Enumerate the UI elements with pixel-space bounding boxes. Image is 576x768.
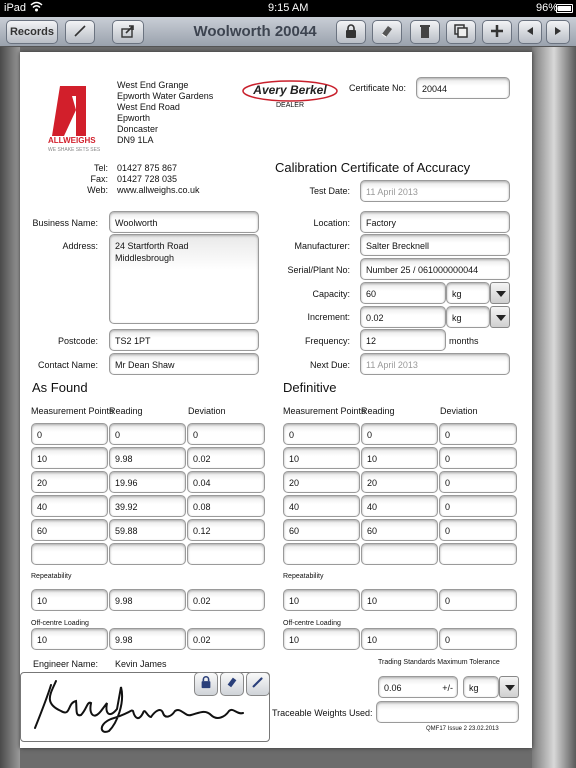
measurement-cell[interactable]: 60 — [361, 519, 438, 541]
document-title: Woolworth 20044 — [193, 23, 317, 40]
tolerance-value: 0.06 — [384, 683, 402, 693]
company-address-line: DN9 1LA — [117, 135, 154, 145]
repeatability-label: Repeatability — [283, 573, 324, 580]
increment-field[interactable]: 0.02 — [360, 306, 446, 328]
lock-button[interactable] — [336, 20, 366, 44]
web-value: www.allweighs.co.uk — [117, 185, 200, 195]
status-bar — [0, 0, 576, 17]
offcentre-cell[interactable]: 10 — [361, 628, 438, 650]
business-name-label: Business Name: — [32, 218, 98, 228]
manufacturer-label: Manufacturer: — [294, 241, 350, 251]
pen-line-icon — [72, 23, 88, 42]
measurement-cell[interactable]: 10 — [283, 447, 360, 469]
certificate-no-field[interactable]: 20044 — [416, 77, 510, 99]
measurement-cell[interactable]: 10 — [361, 447, 438, 469]
contact-name-field[interactable]: Mr Dean Shaw — [109, 353, 259, 375]
copy-icon — [453, 23, 469, 42]
increment-label: Increment: — [307, 312, 350, 322]
edit-button[interactable] — [65, 20, 95, 44]
capacity-label: Capacity: — [312, 289, 350, 299]
next-due-field[interactable]: 11 April 2013 — [360, 353, 510, 375]
certificate-title: Calibration Certificate of Accuracy — [275, 160, 471, 175]
measurement-cell[interactable] — [109, 543, 186, 565]
measurement-cell[interactable]: 0 — [439, 423, 517, 445]
battery-percent: 96% — [536, 2, 559, 14]
increment-unit-select[interactable]: kg — [446, 306, 490, 328]
lock-icon — [199, 675, 213, 694]
offcentre-cell[interactable]: 10 — [283, 628, 360, 650]
manufacturer-field[interactable]: Salter Brecknell — [360, 234, 510, 256]
tolerance-unit-select[interactable]: kg — [463, 676, 499, 698]
export-icon — [120, 23, 136, 42]
logo-text: ALLWEIGHS — [48, 136, 96, 145]
dealer-brand: Avery Berkel — [253, 83, 327, 97]
tolerance-unit-dropdown-arrow[interactable] — [499, 676, 519, 698]
eraser-button[interactable] — [372, 20, 402, 44]
serial-label: Serial/Plant No: — [287, 265, 350, 275]
tolerance-value-field[interactable] — [378, 676, 458, 698]
measurement-cell[interactable]: 40 — [283, 495, 360, 517]
measurement-cell[interactable]: 0 — [31, 423, 108, 445]
measurement-cell[interactable]: 10 — [31, 447, 108, 469]
measurement-cell[interactable]: 0 — [361, 423, 438, 445]
measurement-cell[interactable] — [187, 543, 265, 565]
plus-icon — [489, 23, 505, 42]
tel-value: 01427 875 867 — [117, 163, 178, 173]
traceable-weights-field[interactable] — [376, 701, 519, 723]
next-button[interactable] — [546, 20, 570, 44]
column-header: Reading — [361, 406, 395, 416]
toolbar — [0, 17, 576, 47]
repeatability-cell[interactable]: 9.98 — [109, 589, 186, 611]
records-button[interactable]: Records — [6, 20, 58, 44]
allweighs-logo — [44, 86, 104, 158]
company-address-line: Doncaster — [117, 124, 159, 134]
measurement-cell[interactable]: 0 — [439, 519, 517, 541]
capacity-field[interactable]: 60 — [360, 282, 446, 304]
duplicate-button[interactable] — [446, 20, 476, 44]
frequency-label: Frequency: — [304, 336, 350, 346]
company-address-line: Epworth Water Gardens — [117, 91, 214, 101]
location-field[interactable]: Factory — [360, 211, 510, 233]
measurement-cell[interactable]: 9.98 — [109, 447, 186, 469]
column-header: Reading — [109, 406, 143, 416]
traceable-weights-label: Traceable Weights Used: — [272, 708, 373, 718]
column-header: Deviation — [440, 406, 478, 416]
measurement-cell[interactable]: 40 — [361, 495, 438, 517]
address-line: Middlesbrough — [115, 253, 175, 263]
measurement-cell[interactable]: 60 — [283, 519, 360, 541]
fax-label: Fax: — [90, 174, 108, 184]
fax-value: 01427 728 035 — [117, 174, 178, 184]
engineer-name-value[interactable]: Kevin James — [115, 659, 167, 669]
measurement-cell[interactable]: 0.04 — [187, 471, 265, 493]
measurement-cell[interactable]: 40 — [31, 495, 108, 517]
offcentre-cell[interactable]: 10 — [31, 628, 108, 650]
capacity-unit-select[interactable]: kg — [446, 282, 490, 304]
measurement-cell[interactable] — [361, 543, 438, 565]
eraser-icon — [225, 675, 239, 694]
offcentre-label: Off-centre Loading — [283, 620, 341, 627]
measurement-cell[interactable]: 0 — [439, 447, 517, 469]
measurement-cell[interactable]: 0.08 — [187, 495, 265, 517]
add-button[interactable] — [482, 20, 512, 44]
engineer-name-label: Engineer Name: — [32, 659, 98, 669]
test-date-label: Test Date: — [309, 186, 350, 196]
postcode-field[interactable]: TS2 1PT — [109, 329, 259, 351]
triangle-right-icon — [550, 23, 566, 42]
measurement-cell[interactable]: 19.96 — [109, 471, 186, 493]
company-address-line: West End Road — [117, 102, 180, 112]
offcentre-cell[interactable]: 9.98 — [109, 628, 186, 650]
company-address-line: Epworth — [117, 113, 151, 123]
column-header: Measurement Points — [31, 406, 114, 416]
frequency-field[interactable]: 12 — [360, 329, 446, 351]
lock-icon — [343, 23, 359, 42]
form-issue: QMF17 Issue 2 23.02.2013 — [426, 726, 499, 732]
as-found-title: As Found — [32, 380, 88, 395]
measurement-cell[interactable]: 20 — [283, 471, 360, 493]
delete-button[interactable] — [410, 20, 440, 44]
wifi-icon — [30, 1, 43, 15]
tel-label: Tel: — [93, 163, 108, 173]
measurement-cell[interactable]: 20 — [31, 471, 108, 493]
measurement-cell[interactable]: 0 — [283, 423, 360, 445]
definitive-title: Definitive — [283, 380, 337, 395]
measurement-cell[interactable]: 0 — [439, 495, 517, 517]
contact-name-label: Contact Name: — [37, 360, 98, 370]
measurement-cell[interactable] — [31, 543, 108, 565]
postcode-label: Postcode: — [57, 336, 98, 346]
eraser-icon — [379, 23, 395, 42]
signature-pen-button[interactable] — [246, 672, 270, 696]
repeatability-cell[interactable]: 0.02 — [187, 589, 265, 611]
measurement-cell[interactable]: 39.92 — [109, 495, 186, 517]
address-label: Address: — [62, 241, 98, 251]
offcentre-cell[interactable]: 0.02 — [187, 628, 265, 650]
plus-minus: +/- — [442, 683, 453, 693]
background-right — [532, 47, 576, 768]
repeatability-cell[interactable]: 10 — [361, 589, 438, 611]
measurement-cell[interactable]: 60 — [31, 519, 108, 541]
web-label: Web: — [87, 185, 108, 195]
repeatability-cell[interactable]: 0 — [439, 589, 517, 611]
previous-button[interactable] — [518, 20, 542, 44]
logo-tagline: WE SHAKE SETS SES — [48, 147, 101, 153]
company-address-line: West End Grange — [117, 80, 189, 90]
measurement-cell[interactable]: 0.12 — [187, 519, 265, 541]
measurement-cell[interactable]: 59.88 — [109, 519, 186, 541]
offcentre-cell[interactable]: 0 — [439, 628, 517, 650]
pen-icon — [251, 675, 265, 694]
column-header: Deviation — [188, 406, 226, 416]
signature-eraser-button[interactable] — [220, 672, 244, 696]
serial-field[interactable]: Number 25 / 061000000044 — [360, 258, 510, 280]
measurement-cell[interactable]: 0 — [187, 423, 265, 445]
background-left — [0, 47, 20, 768]
location-label: Location: — [313, 218, 350, 228]
certificate-no-label: Certificate No: — [348, 83, 406, 93]
test-date-field[interactable]: 11 April 2013 — [360, 180, 510, 202]
repeatability-cell[interactable]: 10 — [283, 589, 360, 611]
measurement-cell[interactable]: 0.02 — [187, 447, 265, 469]
increment-unit-dropdown-arrow[interactable] — [490, 306, 510, 328]
offcentre-label: Off-centre Loading — [31, 620, 89, 627]
signature-lock-button[interactable] — [194, 672, 218, 696]
battery-icon — [556, 4, 573, 13]
export-button[interactable] — [112, 20, 144, 44]
repeatability-cell[interactable]: 10 — [31, 589, 108, 611]
measurement-cell[interactable]: 0 — [439, 471, 517, 493]
column-header: Measurement Points — [283, 406, 366, 416]
measurement-cell[interactable] — [283, 543, 360, 565]
measurement-cell[interactable]: 20 — [361, 471, 438, 493]
business-name-field[interactable]: Woolworth — [109, 211, 259, 233]
trash-icon — [417, 23, 433, 42]
measurement-cell[interactable] — [439, 543, 517, 565]
address-line: 24 Startforth Road — [115, 241, 189, 251]
triangle-left-icon — [522, 23, 538, 42]
measurement-cell[interactable]: 0 — [109, 423, 186, 445]
next-due-label: Next Due: — [309, 360, 350, 370]
frequency-unit: months — [449, 336, 479, 346]
avery-berkel-dealer-logo — [242, 80, 338, 114]
clock: 9:15 AM — [268, 2, 309, 14]
tolerance-label: Trading Standards Maximum Tolerance — [378, 659, 500, 666]
device-label: iPad — [4, 2, 27, 14]
repeatability-label: Repeatability — [31, 573, 72, 580]
dealer-sub: DEALER — [275, 102, 304, 109]
address-field[interactable] — [109, 234, 259, 324]
capacity-unit-dropdown-arrow[interactable] — [490, 282, 510, 304]
